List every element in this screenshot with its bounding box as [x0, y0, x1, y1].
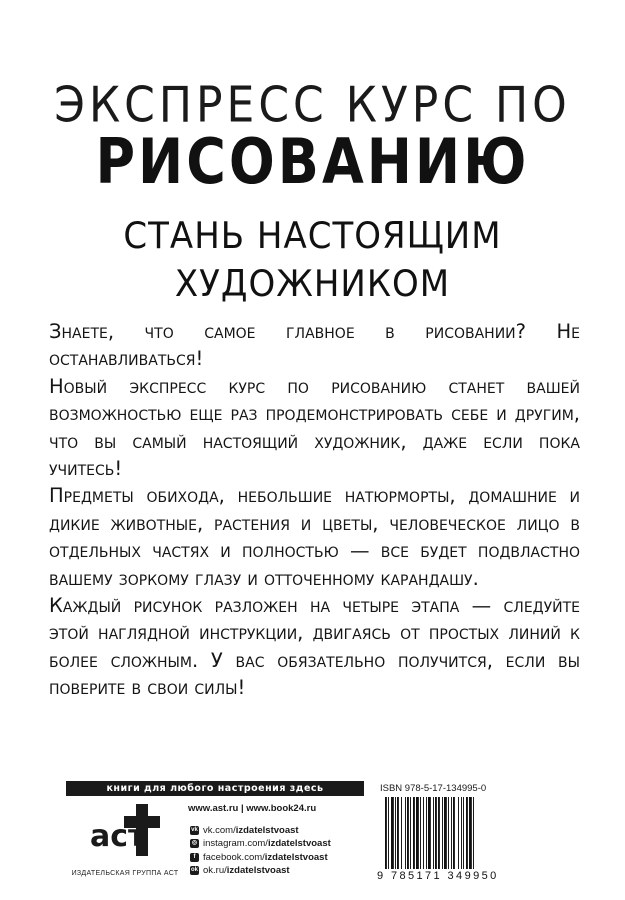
barcode [385, 797, 503, 869]
logo-text: аст [90, 819, 146, 854]
ok-icon: ok [190, 867, 198, 874]
blurb-paragraph: Предметы обихода, небольшие натюрморты, домашние и дикие животные, растения и цветы, человеческое лицо в отдельных частях и полностью — все будет подвластно вашему зоркому глазу и отточенному карандашу. [49, 484, 580, 590]
ast-logo [88, 800, 168, 860]
social-link-facebook[interactable]: f facebook.com/ izdatelstvoast [190, 851, 390, 864]
social-link-instagram[interactable]: ◎ instagram.com/ izdatelstvoast [191, 838, 331, 850]
blurb-paragraph: Каждый рисунок разложен на четыре этапа — следуйте этой наглядной инструкции, двигаясь от простых линий к более сложным. У вас обязательно получится, если вы поверите в свои силы! [49, 594, 580, 700]
title-line-1: ЭКСПРЕСС КУРС ПО [54, 76, 571, 135]
subtitle-line-2: ХУДОЖНИКОМ [174, 262, 451, 306]
title-line-2: РИСОВАНИЮ [95, 125, 530, 198]
subtitle-line-1: СТАНЬ НАСТОЯЩИМ [123, 214, 502, 258]
blurb-paragraph: Новый экспресс курс по рисованию станет вашей возможностью еще раз продемонстрировать себе и другим, что вы самый настоящий художник, даже если пока учитесь! [49, 374, 580, 481]
blurb-paragraph: Знаете, что самое главное в рисовании? Не останавливаться! [49, 320, 580, 371]
isbn: ISBN 978-5-17-134995-0 [380, 783, 487, 794]
websites[interactable]: www.ast.ru | www.book24.ru [188, 803, 317, 814]
instagram-icon: ◎ [191, 840, 198, 847]
social-link-ok[interactable]: ok ok.ru/ izdatelstvoast [190, 865, 290, 877]
tagline-bar: книги для любого настроения здесь [66, 781, 364, 796]
publisher-name: ИЗДАТЕЛЬСКАЯ ГРУППА АСТ [71, 870, 179, 877]
social-link-vk[interactable]: vk vk.com/ izdatelstvoast [191, 825, 299, 837]
vk-icon: vk [191, 827, 198, 834]
facebook-icon: f [190, 853, 199, 862]
blurb-text [49, 318, 580, 702]
social-links [190, 824, 390, 877]
barcode-number: 9 785171 349950 [377, 870, 499, 882]
